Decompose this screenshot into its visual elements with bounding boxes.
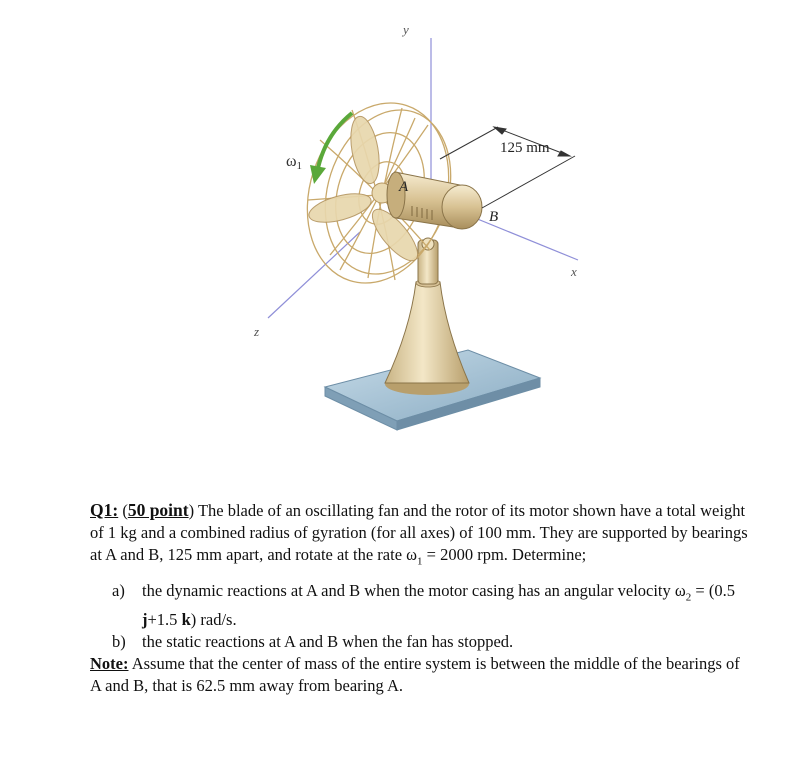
part-text: the dynamic reactions at A and B when the motor casing has an angular velocity $\omega_2 = (0.5$ j+1.5 k) rad/s. xyxy=(142,581,735,629)
x-axis-label: x xyxy=(571,264,577,279)
dimension-label: 125 mm xyxy=(500,140,550,156)
note-label: Note: xyxy=(90,653,129,673)
part-text: the static reactions at A and B when the fan has stopped. xyxy=(142,631,514,651)
omega1-label: ω1 xyxy=(286,153,303,172)
y-axis-label: y xyxy=(403,22,409,37)
part-letter: a) xyxy=(112,581,125,601)
omega1-subscript: 1 xyxy=(417,555,423,568)
question-points: 50 point xyxy=(127,500,189,520)
question-parts xyxy=(90,580,750,652)
part-a xyxy=(112,580,750,630)
z-axis-label: z xyxy=(254,324,260,339)
question-text-a: The blade of an oscillating fan and the rotor of its motor shown have a total weight of 1 kg and a combined radius of gyration (for all axes) of 100 mm. They are supported by bearings at A and B, 125 mm apart, and rotate at the rate ω xyxy=(90,501,748,564)
question-statement: Q1: (50 point) The blade of an oscillating fan and the rotor of its motor shown have a total weight of 1 kg and a combined radius of gyration (for all axes) of 100 mm. They are supported by bearings at A and B, 125 mm apart, and rotate at the rate $\omega_1 = 2000$ rpm. Determine; xyxy=(90,500,748,568)
note-text: Assume that the center of mass of the entire system is between the middle of the bearings of A and B, that is 62.5 mm away from bearing A. xyxy=(90,653,740,695)
point-a-label: A xyxy=(399,179,409,195)
question-block xyxy=(90,499,750,697)
question-number: Q1: xyxy=(90,500,119,520)
part-b xyxy=(112,631,750,653)
part-letter: b) xyxy=(112,631,126,651)
point-b-label: B xyxy=(489,209,499,225)
note xyxy=(90,653,750,697)
question-text-b: = 2000 rpm. Determine; xyxy=(422,545,587,564)
fan-stand xyxy=(385,238,469,395)
